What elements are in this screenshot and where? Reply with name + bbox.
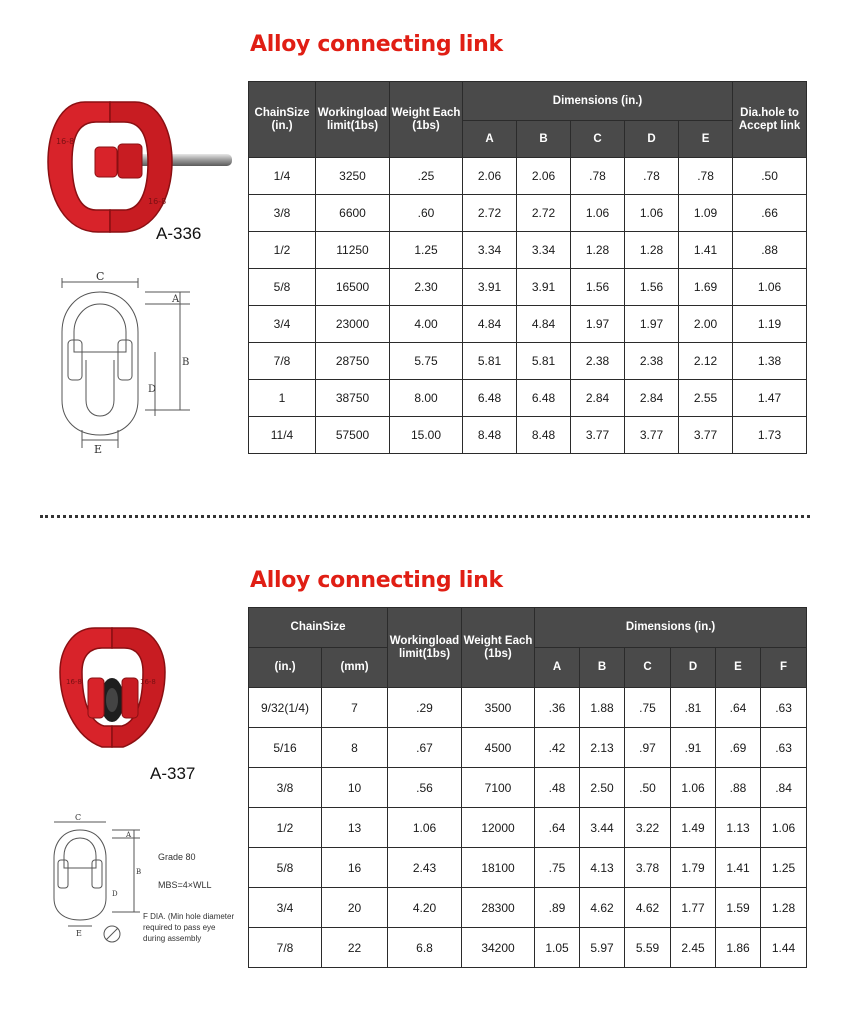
table-cell: 11250 <box>316 232 390 269</box>
table-cell: .81 <box>671 688 716 728</box>
table-cell: 8.48 <box>517 417 571 454</box>
table-cell: 3.77 <box>625 417 679 454</box>
header-mm: (mm) <box>322 648 388 688</box>
table-row <box>249 380 807 417</box>
table-cell: 1.49 <box>671 808 716 848</box>
table-cell: .91 <box>671 728 716 768</box>
table-cell: 1/2 <box>249 808 322 848</box>
table-row <box>249 158 807 195</box>
table-cell: 4.84 <box>517 306 571 343</box>
table-cell: 3500 <box>462 688 535 728</box>
table-cell: 3/8 <box>249 768 322 808</box>
header-dimensions: Dimensions (in.) <box>463 82 733 121</box>
table-cell: 4.13 <box>580 848 625 888</box>
table-cell: 3.91 <box>517 269 571 306</box>
header-dim-c: C <box>571 121 625 158</box>
table-cell: .89 <box>535 888 580 928</box>
diagram2-label-d: D <box>112 890 118 898</box>
table-cell: 7/8 <box>249 928 322 968</box>
table-cell: 2.43 <box>388 848 462 888</box>
header-dim-c: C <box>625 648 671 688</box>
connecting-link-a336-image <box>40 92 240 252</box>
table-cell: 1.56 <box>625 269 679 306</box>
table-cell: 7 <box>322 688 388 728</box>
table-cell: 4.20 <box>388 888 462 928</box>
table-cell: 1.79 <box>671 848 716 888</box>
dimension-diagram-a337 <box>40 812 150 947</box>
table-cell: 1.56 <box>571 269 625 306</box>
table-cell: .97 <box>625 728 671 768</box>
table-cell: 1.69 <box>679 269 733 306</box>
table-cell: 1.44 <box>761 928 807 968</box>
header-dimensions: Dimensions (in.) <box>535 608 807 648</box>
table-cell: 2.06 <box>463 158 517 195</box>
table-cell: .63 <box>761 688 807 728</box>
table-cell: 5/8 <box>249 848 322 888</box>
table-cell: 22 <box>322 928 388 968</box>
specs-table-a337 <box>248 607 807 968</box>
table-cell: 5.81 <box>463 343 517 380</box>
svg-text:16-8: 16-8 <box>148 197 167 206</box>
table-cell: 7100 <box>462 768 535 808</box>
table-row <box>249 306 807 343</box>
header-dim-a: A <box>463 121 517 158</box>
table-cell: 2.12 <box>679 343 733 380</box>
table-cell: 2.38 <box>625 343 679 380</box>
table-cell: 13 <box>322 808 388 848</box>
header-dim-d: D <box>625 121 679 158</box>
table-cell: .36 <box>535 688 580 728</box>
table-cell: 1.88 <box>580 688 625 728</box>
table-cell: 2.38 <box>571 343 625 380</box>
diagram2-label-b: B <box>136 868 142 876</box>
table-cell: .25 <box>390 158 463 195</box>
table-cell: 1.28 <box>571 232 625 269</box>
section1-title: Alloy connecting link <box>250 32 503 57</box>
diagram2-label-c: C <box>75 813 82 822</box>
header-dim-e: E <box>716 648 761 688</box>
table-cell: 6.48 <box>463 380 517 417</box>
dia-note-line2: required to pass eye <box>143 923 216 932</box>
table-cell: 9/32(1/4) <box>249 688 322 728</box>
table-cell: 2.00 <box>679 306 733 343</box>
table-cell: .50 <box>733 158 807 195</box>
table-cell: 2.13 <box>580 728 625 768</box>
table-row <box>249 688 807 728</box>
table-cell: 3.77 <box>571 417 625 454</box>
table-cell: .88 <box>716 768 761 808</box>
header-weight: Weight Each (1bs) <box>462 608 535 688</box>
table-cell: 1.77 <box>671 888 716 928</box>
table-row <box>249 728 807 768</box>
table-cell: 28300 <box>462 888 535 928</box>
table-cell: .84 <box>761 768 807 808</box>
table-cell: 38750 <box>316 380 390 417</box>
table-cell: 6.8 <box>388 928 462 968</box>
header-dim-d: D <box>671 648 716 688</box>
table-cell: .75 <box>535 848 580 888</box>
table-cell: .64 <box>716 688 761 728</box>
table-cell: 1.06 <box>388 808 462 848</box>
connecting-link-a337-image <box>40 622 210 762</box>
table-cell: 57500 <box>316 417 390 454</box>
header-dim-b: B <box>580 648 625 688</box>
table-cell: 1.41 <box>716 848 761 888</box>
table-cell: 1.06 <box>733 269 807 306</box>
table-row <box>249 232 807 269</box>
table-cell: 3.78 <box>625 848 671 888</box>
header-in: (in.) <box>249 648 322 688</box>
table-cell: 1.06 <box>571 195 625 232</box>
table-cell: 2.45 <box>671 928 716 968</box>
table-cell: 1 <box>249 380 316 417</box>
table-cell: 1.05 <box>535 928 580 968</box>
table-cell: 5.97 <box>580 928 625 968</box>
diagram-label-a: A <box>172 294 180 305</box>
model-label-a336: A-336 <box>156 224 202 243</box>
table-cell: 1.73 <box>733 417 807 454</box>
table-cell: .78 <box>679 158 733 195</box>
table-cell: 6.48 <box>517 380 571 417</box>
header-chain-size: ChainSize <box>249 608 388 648</box>
table-cell: 2.72 <box>463 195 517 232</box>
table-cell: 1.86 <box>716 928 761 968</box>
table-cell: .56 <box>388 768 462 808</box>
diagram-label-e: E <box>94 443 103 455</box>
table-cell: 16500 <box>316 269 390 306</box>
table-cell: 1/4 <box>249 158 316 195</box>
table-cell: 2.84 <box>625 380 679 417</box>
header-dim-f: F <box>761 648 807 688</box>
table-cell: 1/2 <box>249 232 316 269</box>
table-cell: 2.06 <box>517 158 571 195</box>
table-cell: .78 <box>625 158 679 195</box>
specs-table-a336 <box>248 81 807 454</box>
table-cell: 1.28 <box>761 888 807 928</box>
table-cell: .78 <box>571 158 625 195</box>
table-cell: 34200 <box>462 928 535 968</box>
table-cell: 5.75 <box>390 343 463 380</box>
svg-text:16-8: 16-8 <box>56 137 75 146</box>
table-cell: 1.25 <box>390 232 463 269</box>
table-cell: 3.91 <box>463 269 517 306</box>
table-row <box>249 928 807 968</box>
table-cell: 4500 <box>462 728 535 768</box>
table-cell: 8.48 <box>463 417 517 454</box>
table-cell: 11/4 <box>249 417 316 454</box>
table-cell: .63 <box>761 728 807 768</box>
header-dim-e: E <box>679 121 733 158</box>
table-cell: 1.13 <box>716 808 761 848</box>
table-cell: 1.25 <box>761 848 807 888</box>
table-cell: 5.81 <box>517 343 571 380</box>
table-cell: 3/4 <box>249 306 316 343</box>
table-cell: 7/8 <box>249 343 316 380</box>
table-row <box>249 269 807 306</box>
grade-note: Grade 80 <box>158 852 196 862</box>
table-cell: 3.77 <box>679 417 733 454</box>
table-cell: 2.55 <box>679 380 733 417</box>
table-cell: .48 <box>535 768 580 808</box>
table-cell: 1.28 <box>625 232 679 269</box>
table-cell: 6600 <box>316 195 390 232</box>
header-weight: Weight Each (1bs) <box>390 82 463 158</box>
table-cell: 1.41 <box>679 232 733 269</box>
diagram2-label-a: A <box>126 831 132 839</box>
table-cell: 3/4 <box>249 888 322 928</box>
table-row <box>249 768 807 808</box>
table-cell: 18100 <box>462 848 535 888</box>
table-cell: .69 <box>716 728 761 768</box>
table-cell: 15.00 <box>390 417 463 454</box>
svg-text:16-8: 16-8 <box>66 678 82 686</box>
table-cell: 3.44 <box>580 808 625 848</box>
table-cell: .42 <box>535 728 580 768</box>
table-row <box>249 343 807 380</box>
table-cell: .29 <box>388 688 462 728</box>
model-label-a337: A-337 <box>150 764 196 783</box>
dia-note-line1: F DIA. (Min hole diameter <box>143 912 235 921</box>
table-row <box>249 417 807 454</box>
diagram-label-c: C <box>96 270 105 283</box>
table-cell: 1.47 <box>733 380 807 417</box>
section-divider <box>40 515 810 518</box>
table-cell: 1.09 <box>679 195 733 232</box>
diagram-label-b: B <box>182 357 190 368</box>
diagram-label-d: D <box>148 384 157 395</box>
table-cell: 2.84 <box>571 380 625 417</box>
mbs-note: MBS=4×WLL <box>158 880 212 890</box>
dia-note-line3: during assembly <box>143 934 202 943</box>
table-cell: .75 <box>625 688 671 728</box>
table-cell: 5/16 <box>249 728 322 768</box>
table-cell: 16 <box>322 848 388 888</box>
table-cell: 1.97 <box>625 306 679 343</box>
table-cell: 28750 <box>316 343 390 380</box>
table-cell: 1.38 <box>733 343 807 380</box>
header-dim-a: A <box>535 648 580 688</box>
table-cell: 12000 <box>462 808 535 848</box>
table-row <box>249 888 807 928</box>
table-cell: 2.72 <box>517 195 571 232</box>
table-cell: .88 <box>733 232 807 269</box>
header-dim-b: B <box>517 121 571 158</box>
table-cell: 3250 <box>316 158 390 195</box>
table-cell: 1.06 <box>761 808 807 848</box>
table-cell: 8 <box>322 728 388 768</box>
table-cell: 5/8 <box>249 269 316 306</box>
header-dia-hole: Dia.hole to Accept link <box>733 82 807 158</box>
table-cell: 23000 <box>316 306 390 343</box>
table-cell: 10 <box>322 768 388 808</box>
table-row <box>249 808 807 848</box>
table-cell: .64 <box>535 808 580 848</box>
section2-title: Alloy connecting link <box>250 568 503 593</box>
table-cell: .66 <box>733 195 807 232</box>
table-row <box>249 195 807 232</box>
table-cell: 8.00 <box>390 380 463 417</box>
table-cell: 4.00 <box>390 306 463 343</box>
table-cell: 3.34 <box>463 232 517 269</box>
svg-text:16-8: 16-8 <box>140 678 156 686</box>
table-cell: .50 <box>625 768 671 808</box>
table-cell: .60 <box>390 195 463 232</box>
table-cell: 4.84 <box>463 306 517 343</box>
table-cell: 4.62 <box>580 888 625 928</box>
table-cell: 1.59 <box>716 888 761 928</box>
table-cell: 5.59 <box>625 928 671 968</box>
table-cell: 1.97 <box>571 306 625 343</box>
table-cell: 3.34 <box>517 232 571 269</box>
header-chain-size: ChainSize (in.) <box>249 82 316 158</box>
table-cell: 2.30 <box>390 269 463 306</box>
table-cell: 1.06 <box>671 768 716 808</box>
table-cell: 1.06 <box>625 195 679 232</box>
table-cell: .67 <box>388 728 462 768</box>
header-working-load: Workingload limit(1bs) <box>388 608 462 688</box>
table-cell: 20 <box>322 888 388 928</box>
diagram2-label-e: E <box>76 929 82 938</box>
table-cell: 3.22 <box>625 808 671 848</box>
table-cell: 3/8 <box>249 195 316 232</box>
table-cell: 4.62 <box>625 888 671 928</box>
table-cell: 1.19 <box>733 306 807 343</box>
header-working-load: Workingload limit(1bs) <box>316 82 390 158</box>
table-cell: 2.50 <box>580 768 625 808</box>
dimension-diagram-a336 <box>40 270 200 455</box>
table-row <box>249 848 807 888</box>
